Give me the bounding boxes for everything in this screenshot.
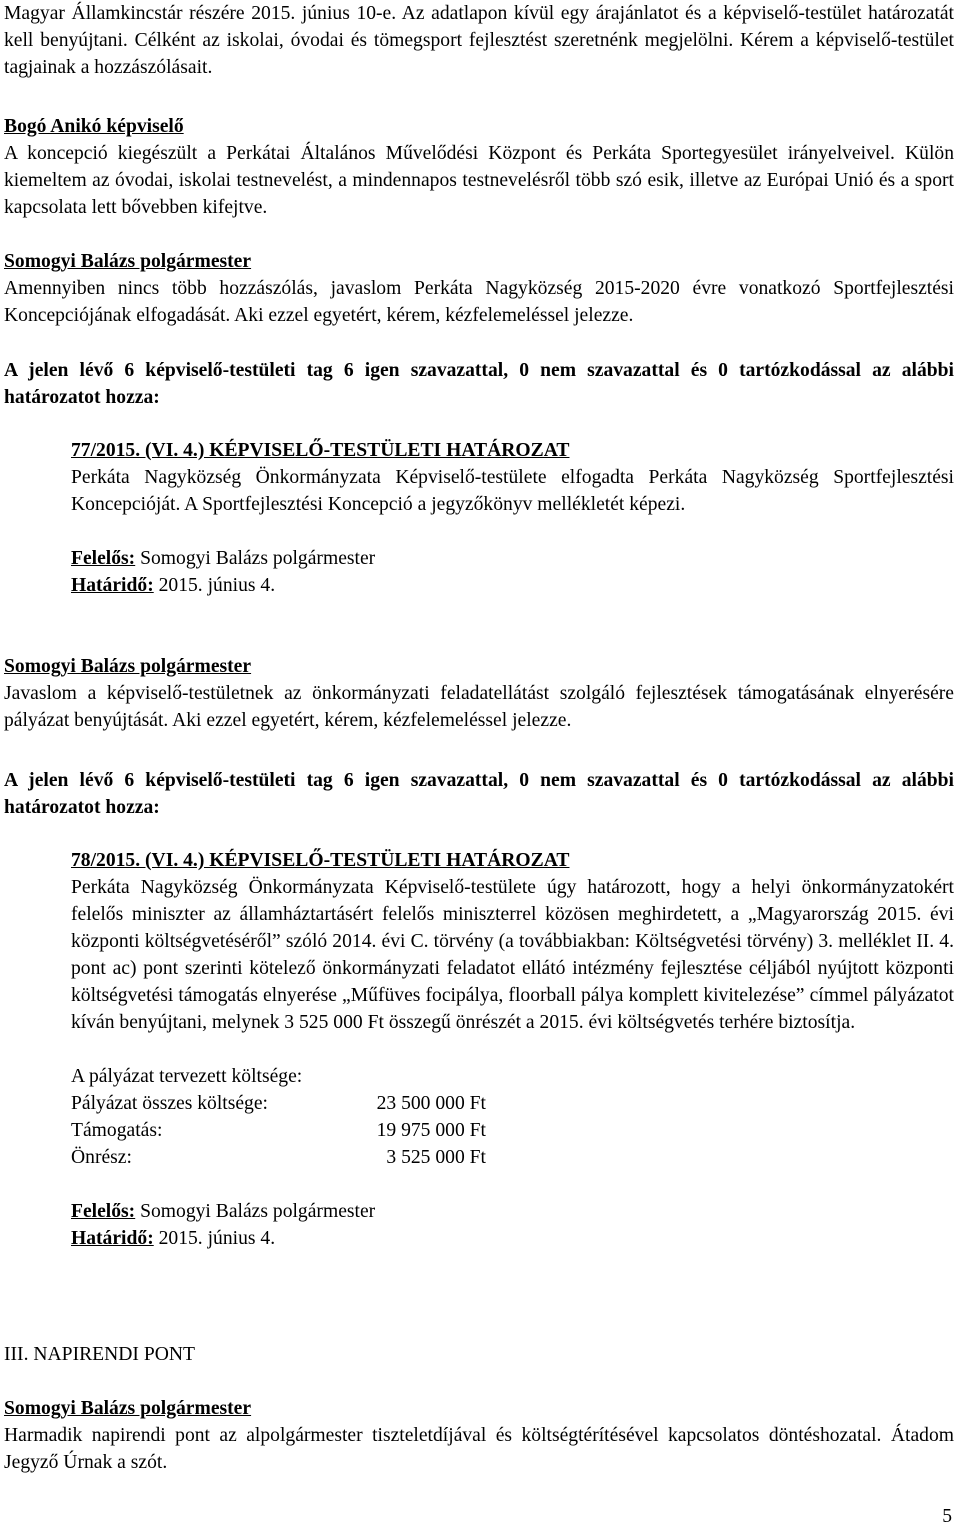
resolution-title: 77/2015. (VI. 4.) KÉPVISELŐ-TESTÜLETI HATÁROZAT [71, 440, 570, 461]
cost-label: Pályázat összes költsége: [71, 1093, 268, 1114]
cost-row-grant [71, 1117, 954, 1144]
vote-result-2: A jelen lévő 6 képviselő-testületi tag 6 igen szavazattal, 0 nem szavazattal és 0 tartózkodással az alábbi határozatot hozza: [4, 770, 954, 818]
cost-heading: A pályázat tervezett költsége: [71, 1066, 303, 1087]
cost-label: Önrész: [71, 1147, 132, 1168]
resolution-78 [71, 847, 954, 1252]
speech-text: Harmadik napirendi pont az alpolgármester tiszteletdíjával és költségtérítésével kapcsolatos döntéshozatal. Átadom Jegyző Úrnak a szót. [4, 1425, 954, 1473]
cost-value: 19 975 000 Ft [376, 1120, 486, 1141]
cost-row-own-share [71, 1144, 954, 1171]
speaker-name: Somogyi Balázs polgármester [4, 1398, 252, 1419]
intro-paragraph: Magyar Államkincstár részére 2015. június 10-e. Az adatlapon kívül egy árajánlatot és a képviselő-testület határozatát kell benyújtani. Célként az iskolai, óvodai és tömegsport fejlesztést szeretnénk megjelölni. Kérem a képviselő-testület tagjainak a hozzászólásait. [4, 3, 954, 78]
resolution-77 [71, 437, 954, 599]
cost-label: Támogatás: [71, 1120, 163, 1141]
responsible-line: Felelős: Somogyi Balázs polgármester [71, 548, 376, 569]
speaker-name: Somogyi Balázs polgármester [4, 251, 252, 272]
speech-block-4 [4, 1395, 954, 1476]
cost-value: 23 500 000 Ft [376, 1093, 486, 1114]
speech-text: Javaslom a képviselő-testületnek az önkormányzati feladatellátást szolgáló fejlesztések támogatásának elnyerésére pályázat benyújtását. Aki ezzel egyetért, kérem, kézfelemeléssel jelezze. [4, 683, 954, 731]
speech-block-3 [4, 653, 954, 734]
speech-block-1 [4, 113, 954, 221]
speaker-name: Somogyi Balázs polgármester [4, 656, 252, 677]
cost-row-total [71, 1090, 954, 1117]
speech-block-2 [4, 248, 954, 329]
speech-text: A koncepció kiegészült a Perkátai Általános Művelődési Központ és Perkáta Sportegyesület irányelveivel. Külön kiemeltem az óvodai, iskolai testnevelést, a mindennapos testnevelésről több szó esik, illetve az Európai Unió és a sport kapcsolata lett bővebben kifejtve. [4, 143, 954, 218]
resolution-text: Perkáta Nagyközség Önkormányzata Képviselő-testülete úgy határozott, hogy a helyi önkormányzatokért felelős miniszter az államháztartásért felelős miniszterrel közösen meghirdetett, a „Magyarország 2015. évi központi költségvetéséről” szóló 2014. évi C. törvény (a továbbiakban: Költségvetési törvény) 3. melléklet II. 4. pont ac) pont szerinti kötelező önkormányzati feladatot ellátó intézmény fejlesztése céljából nyújtott központi költségvetési támogatás elnyerése „Műfüves focipálya, floorball pálya komplett kivitelezése” címmel pályázatot kíván benyújtani, melynek 3 525 000 Ft összegű önrészét a 2015. évi költségvetés terhére biztosítja. [71, 877, 954, 1033]
resolution-title: 78/2015. (VI. 4.) KÉPVISELŐ-TESTÜLETI HATÁROZAT [71, 850, 570, 871]
page-number: 5 [942, 1506, 952, 1527]
resolution-text: Perkáta Nagyközség Önkormányzata Képviselő-testülete elfogadta Perkáta Nagyközség Sportfejlesztési Koncepcióját. A Sportfejlesztési Koncepció a jegyzőkönyv mellékletét képezi. [71, 467, 954, 515]
deadline-line: Határidő: 2015. június 4. [71, 575, 276, 596]
cost-value: 3 525 000 Ft [386, 1147, 486, 1168]
responsible-line: Felelős: Somogyi Balázs polgármester [71, 1201, 376, 1222]
speech-text: Amennyiben nincs több hozzászólás, javaslom Perkáta Nagyközség 2015-2020 évre vonatkozó Sportfejlesztési Koncepciójának elfogadását. Aki ezzel egyetért, kérem, kézfelemeléssel jelezze. [4, 278, 954, 326]
agenda-heading: III. NAPIRENDI PONT [4, 1344, 196, 1365]
deadline-line: Határidő: 2015. június 4. [71, 1228, 276, 1249]
speaker-name: Bogó Anikó képviselő [4, 116, 184, 137]
vote-result-1: A jelen lévő 6 képviselő-testületi tag 6 igen szavazattal, 0 nem szavazattal és 0 tartózkodással az alábbi határozatot hozza: [4, 360, 954, 408]
